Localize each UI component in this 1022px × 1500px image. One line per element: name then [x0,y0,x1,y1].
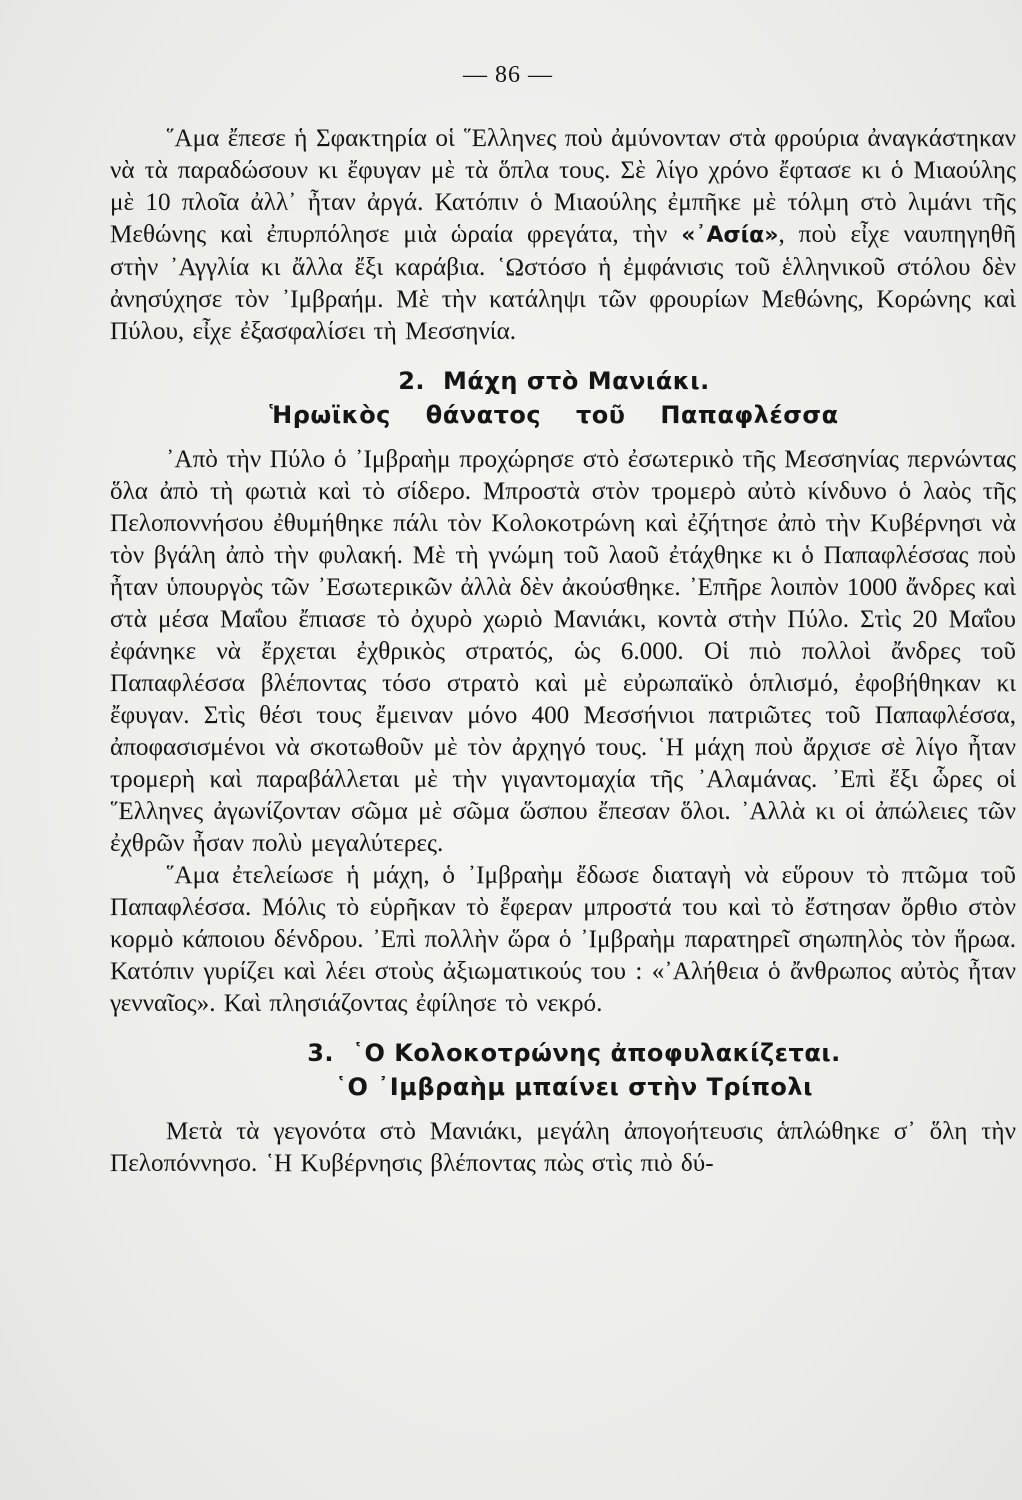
section-3-heading [150,1036,1016,1104]
section-3-number: 3. [307,1039,335,1067]
page-number: — 86 — [463,62,553,88]
section-2-paragraph-2: ῞Αμα ἐτελείωσε ἡ μάχη, ὁ ᾿Ιμβραὴμ ἔδωσε διαταγὴ νὰ εὕρουν τὸ πτῶμα τοῦ Παπαφλέσσα. Μόλις τὸ εὑρῆκαν τὸ ἔφεραν μπροστά του καὶ τὸ ἔστησαν ὄρθιο στὸν κορμὸ κάποιου δένδρου. ᾿Επὶ πολλὴν ὥρα ὁ ᾿Ιμβραὴμ παρατηρεῖ σηωπηλὸς τὸν ἥρωα. Κατόπιν γυρίζει καὶ λέει στοὺς ἀξιωματικούς του : «᾿Αλήθεια ὁ ἄνθρωπος αὐτὸς ἦταν γενναῖος». Καὶ πλησιάζοντας ἐφίλησε τὸ νεκρό. [110,862,1016,1017]
paragraph-intro-rest: , ποὺ εἶχε ναυπηγηθῆ στὴν ᾿Αγγλία κι ἄλλα ἔξι καράβια. ῾Ωστόσο ἡ ἐμφάνισις τοῦ ἑλληνικοῦ στόλου δὲν ἀνησύχησε τὸν ᾿Ιμβραήμ. Μὲ τὴν κατάληψι τῶν φρουρίων Μεθώνης, Κορώνης καὶ Πύλου, εἶχε ἐξασφαλίσει τὴ Μεσσηνία. [110,221,1017,345]
section-2-title-line1 [110,364,998,398]
section-2-heading [110,364,1016,432]
ship-name: «᾿Ασία» [681,223,779,248]
section-2-title: Μάχη στὸ Μανιάκι. [443,367,710,395]
paragraph-intro [110,123,1016,348]
section-3-title-line2: ῾Ο ᾿Ιμβραὴμ μπαίνει στὴν Τρίπολι [335,1073,813,1101]
section-3-paragraph-1: Μετὰ τὰ γεγονότα στὸ Μανιάκι, μεγάλη ἀπογοήτευσις ἁπλώθηκε σ᾽ ὅλη τὴν Πελοπόννησο. ῾Η Κυβέρνησις βλέποντας πὼς στὶς πιὸ δύ- [110,1118,1016,1177]
paragraph-intro-text: ῞Αμα ἔπεσε ἡ Σφακτηρία οἱ ῞Ελληνες ποὺ ἀμύνονταν στὰ φρούρια ἀναγκάστηκαν νὰ τὰ παραδώσουν κι ἔφυγαν μὲ τὰ ὅπλα τους. Σὲ λίγο χρόνο ἔφτασε κι ὁ Μιαούλης μὲ 10 πλοῖα ἀλλ᾽ ἦταν ἀργά. Κατόπιν ὁ Μιαούλης ἐμπῆκε μὲ τόλμη στὸ λιμάνι τῆς Μεθώνης καὶ ἐπυρπόλησε μιὰ ὡραία φρεγάτα, τὴν [110,125,1016,248]
section-2-paragraph-1: ᾿Απὸ τὴν Πύλο ὁ ᾿Ιμβραὴμ προχώρησε στὸ ἐσωτερικὸ τῆς Μεσσηνίας περνώντας ὅλα ἀπὸ τὴ φωτιὰ καὶ τὸ σίδερο. Μπροστὰ στὸν τρομερὸ αὐτὸ κίνδυνο ὁ λαὸς τῆς Πελοποννήσου ἐθυμήθηκε πάλι τὸν Κολοκοτρώνη καὶ ἐζήτησε ἀπὸ τὴν Κυβέρνησι νὰ τὸν βγάλη ἀπὸ τὴν φυλακή. Μὲ τὴ γνώμη τοῦ λαοῦ ἐτάχθηκε κι ὁ Παπαφλέσσας ποὺ ἦταν ὑπουργὸς τῶν ᾿Εσωτερικῶν ἀλλὰ δὲν ἀκούσθηκε. ᾿Επῆρε λοιπὸν 1000 ἄνδρες καὶ στὰ μέσα Μαΐου ἔπιασε τὸ ὀχυρὸ χωριὸ Μανιάκι, κοντὰ στὴν Πύλο. Στὶς 20 Μαΐου ἐφάνηκε νὰ ἔρχεται ἐχθρικὸς στρατός, ὡς 6.000. Οἱ πιὸ πολλοὶ ἄνδρες τοῦ Παπαφλέσσα βλέποντας τόσο στρατὸ καὶ μὲ εὐρωπαϊκὸ ὁπλισμό, ἐφοβήθηκαν κι ἔφυγαν. Στὶς θέσι τους ἔμειναν μόνο 400 Μεσσήνιοι πατριῶτες τοῦ Παπαφλέσσα, ἀποφασισμένοι νὰ σκοτωθοῦν μὲ τὸν ἀρχηγό τους. ῾Η μάχη ποὺ ἄρχισε σὲ λίγο ἦταν τρομερὴ καὶ παραβάλλεται μὲ τὴν γιγαντομαχία τῆς ᾿Αλαμάνας. ᾿Επὶ ἔξι ὧρες οἱ ῞Ελληνες ἀγωνίζονταν σῶμα μὲ σῶμα ὥσπου ἔπεσαν ὅλοι. ᾿Αλλὰ κι οἱ ἀπώλειες τῶν ἐχθρῶν ἦσαν πολὺ μεγαλύτερες. [110,446,1016,857]
section-3-title-line1 [150,1036,998,1070]
section-2-number: 2. [398,367,426,395]
section-3-title: ῾Ο Κολοκοτρώνης ἀποφυλακίζεται. [352,1039,841,1067]
section-2-title-line2: Ἡρωϊκὸς θάνατος τοῦ Παπαφλέσσα [269,401,839,429]
